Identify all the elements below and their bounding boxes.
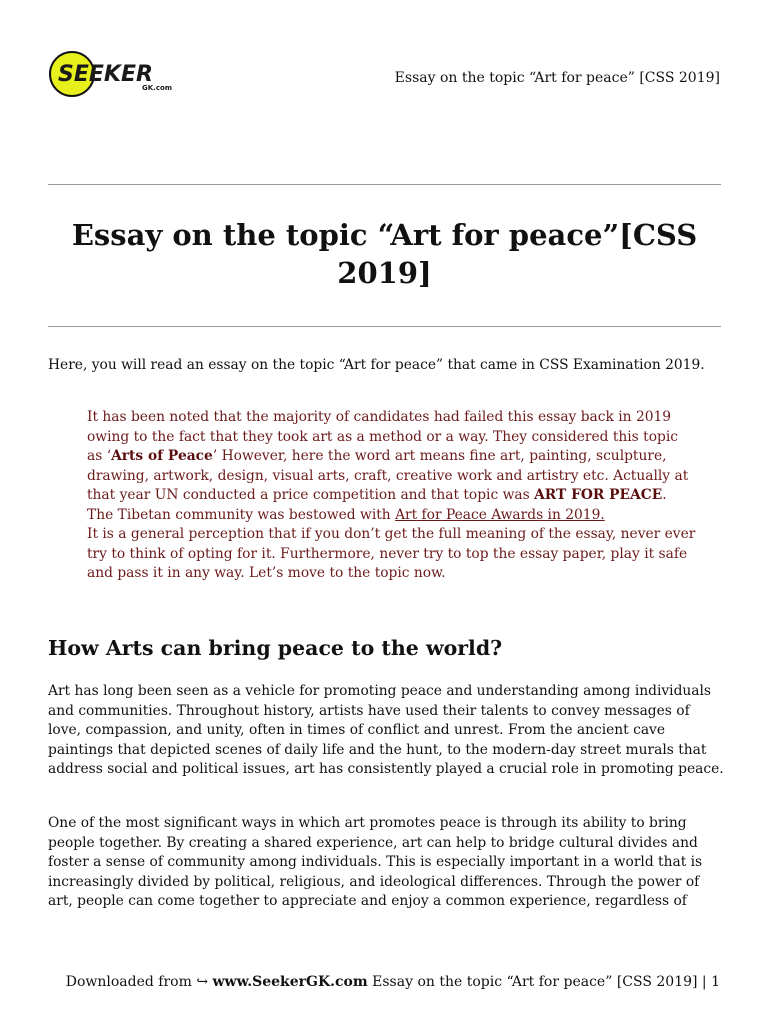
title-line-1: Essay on the topic “Art for peace”[CSS (71, 218, 698, 252)
logo-text: SEEKER (58, 62, 153, 87)
title-line-2: 2019] (337, 256, 432, 290)
section-heading: How Arts can bring peace to the world? (48, 636, 503, 660)
quote-text: It has been noted that the majority of candidates had failed this essay back in 2019 owing to the fact that they took art as a method or a way. They considered this topic as ‘ (87, 409, 678, 464)
body-paragraph: One of the most significant ways in which art promotes peace is through its ability to bring people together. By creating a shared experience, art can help to bridge cultural divides and foster a sense of community among individuals. This is especially important in a world that is increasingly divided by political, religious, and ideological differences. Through the power of art, people can come together to appreciate and enjoy a common experience, regardless of (48, 815, 703, 909)
blockquote (87, 408, 697, 584)
quote-text: ’ However, here the word art means fine art, painting, sculpture, drawing, artwork, design, visual arts, craft, creative work and artistry etc. Actually at that year UN conducted a price competition and that topic was (87, 448, 689, 503)
body-paragraph: Art has long been seen as a vehicle for promoting peace and understanding among individuals and communities. Throughout history, artists have used their talents to convey messages of love, compassion, and unity, often in times of conflict and unrest. From the ancient cave paintings that depicted scenes of daily life and the hunt, to the modern-day street murals that address social and political issues, art has consistently played a crucial role in promoting peace. (48, 683, 724, 777)
divider-top (48, 184, 721, 185)
footer-suffix: Essay on the topic “Art for peace” [CSS 2019] | 1 (367, 974, 720, 990)
page-title (48, 216, 721, 292)
quote-bold-art-for-peace: ART FOR PEACE (534, 487, 663, 503)
page-header (0, 0, 768, 130)
page-footer (66, 974, 720, 990)
art-for-peace-awards-link[interactable]: Art for Peace Awards in 2019. (395, 506, 605, 523)
quote-bold-arts-of-peace: Arts of Peace (111, 448, 213, 464)
quote-paragraph-2: It is a general perception that if you don’t get the full meaning of the essay, never ever try to think of opting for it. Furthermore, never try to top the essay paper, play it safe and pass it in any way. Let’s move to the topic now. (87, 526, 696, 581)
intro-paragraph: Here, you will read an essay on the topic “Art for peace” that came in CSS Examination 2019. (48, 357, 705, 373)
seekergk-logo[interactable] (48, 50, 176, 98)
logo-subtext: GK.com (142, 84, 173, 92)
divider-bottom (48, 326, 721, 327)
footer-prefix: Downloaded from ↪ (65, 974, 213, 990)
header-doc-title: Essay on the topic “Art for peace” [CSS 2019] (394, 70, 720, 86)
quote-text: . The Tibetan community was bestowed with (87, 487, 667, 523)
footer-site-link[interactable]: www.SeekerGK.com (212, 974, 368, 990)
quote-paragraph-1 (87, 408, 697, 525)
